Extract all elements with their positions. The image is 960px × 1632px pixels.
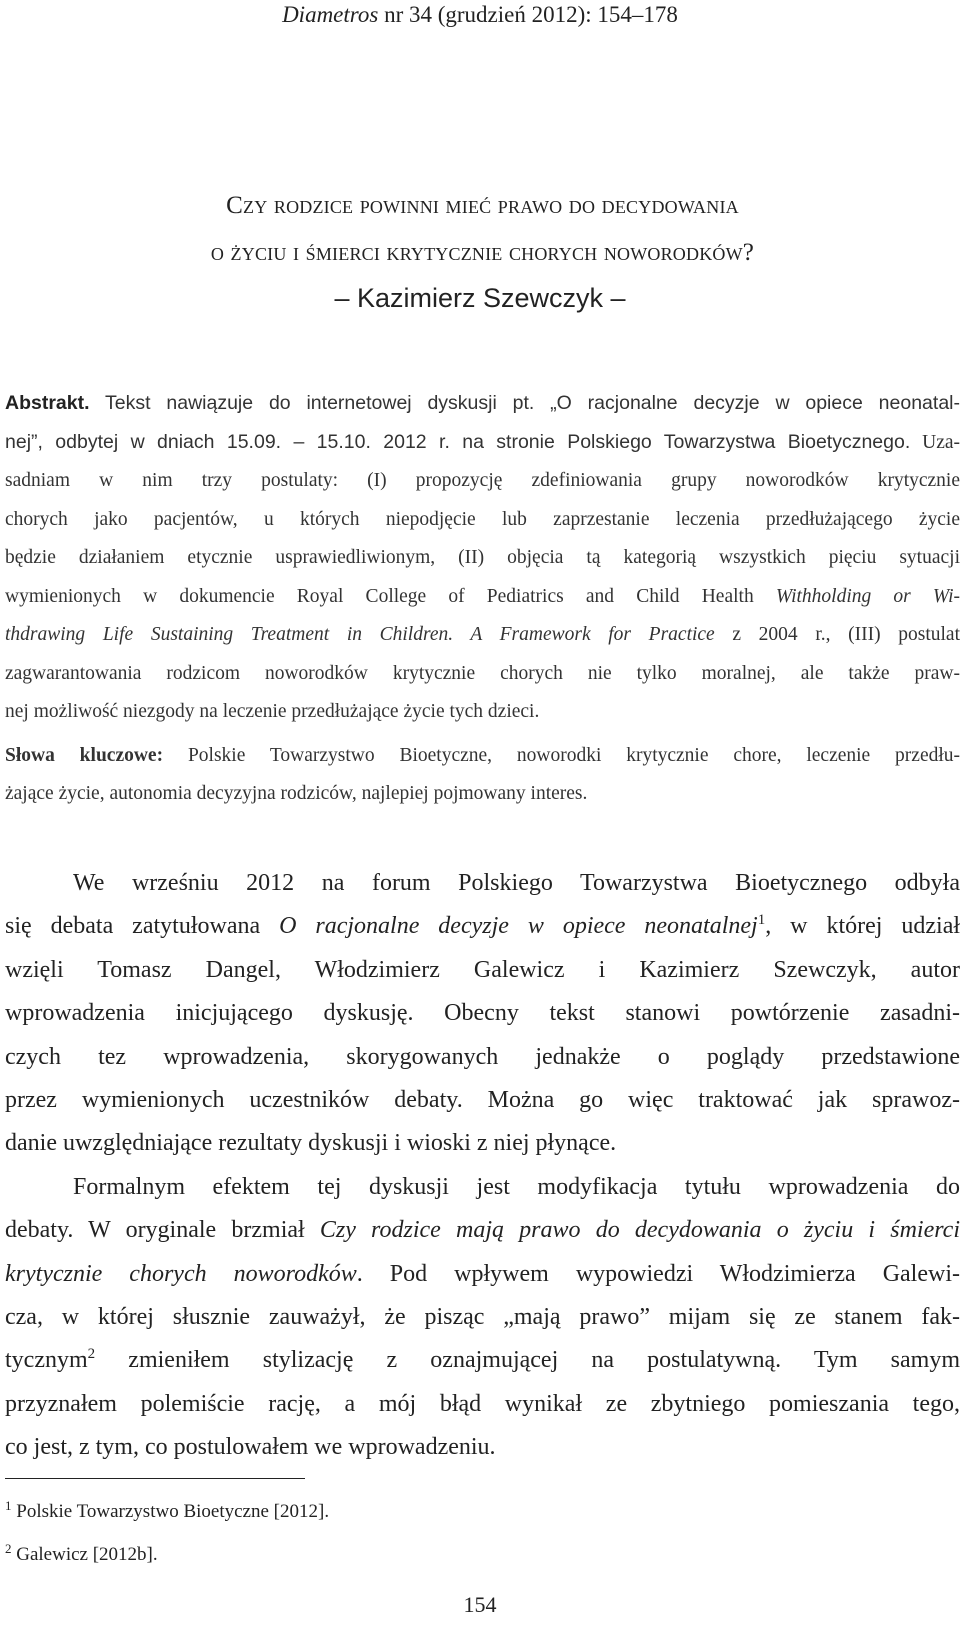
article-title: [30, 182, 935, 276]
footnote-text: Galewicz [2012b].: [16, 1544, 158, 1565]
abstract-line: zagwarantowania rodzicom noworodków krytycznie chorych nie tylko moralnej, ale także praw-: [5, 662, 960, 684]
article-author: – Kazimierz Szewczyk –: [334, 283, 626, 313]
footnote-number: 1: [5, 1498, 12, 1513]
journal-name: Diametros: [282, 2, 379, 27]
keywords-line: Słowa kluczowe: Polskie Towarzystwo Bioetyczne, noworodki krytycznie chore, leczenie przedłu-: [5, 745, 960, 766]
footnote: [5, 1533, 329, 1576]
body-line: debaty. W oryginale brzmiał Czy rodzice mają prawo do decydowania o życiu i śmierci: [5, 1217, 960, 1244]
body-line: krytycznie chorych noworodków. Pod wpływem wypowiedzi Włodzimierza Galewi-: [5, 1260, 960, 1287]
abstract-line: nej”, odbytej w dniach 15.09. – 15.10. 2012 r. na stronie Polskiego Towarzystwa Bioetycznego. Uza-: [5, 430, 960, 453]
abstract-line: sadniam w nim trzy postulaty: (I) propozycję zdefiniowania grupy noworodków krytycznie: [5, 470, 960, 491]
original-title: Czy rodzice mają prawo do decydowania o życiu i śmierci: [319, 1217, 960, 1244]
abstract-line: thdrawing Life Sustaining Treatment in Children. A Framework for Practice z 2004 r., (III) postulat: [5, 624, 960, 645]
footnote-ref[interactable]: 2: [87, 1346, 96, 1363]
body-line: cza, w której słusznie zauważył, że pisząc „mają prawo” mijam się ze stanem fak-: [5, 1304, 960, 1331]
title-line-1: Czy rodzice powinni mieć prawo do decydowania: [226, 192, 739, 219]
body-line: wzięli Tomasz Dangel, Włodzimierz Galewicz i Kazimierz Szewczyk, autor: [5, 956, 960, 983]
abstract-line: nej możliwość niezgody na leczenie przedłużające życie tych dzieci.: [5, 701, 540, 722]
body-line: przyznałem polemiście rację, a mój błąd wynikał ze zbytniego pomieszania tego,: [5, 1390, 960, 1417]
abstract-line: wymienionych w dokumencie Royal College of Pediatrics and Child Health Withholding or Wi-: [5, 585, 960, 607]
body-line: wprowadzenia inicjującego dyskusję. Obecny tekst stanowi powtórzenie zasadni-: [5, 1000, 960, 1027]
abstract-label: Abstrakt.: [5, 392, 90, 414]
body-line: We wrześniu 2012 na forum Polskiego Towarzystwa Bioetycznego odbyła: [73, 870, 960, 896]
title-line-2: o życiu i śmierci krytycznie chorych noworodków?: [210, 239, 755, 266]
footnotes: [5, 1490, 329, 1576]
footnote-number: 2: [5, 1541, 12, 1556]
body-line: czych tez wprowadzenia, skorygowanych jednakże o poglądy przedstawione: [5, 1043, 960, 1070]
issue-info: nr 34 (grudzień 2012): 154–178: [384, 2, 678, 27]
footnote-text: Polskie Towarzystwo Bioetyczne [2012].: [16, 1501, 330, 1522]
keywords-line: żające życie, autonomia decyzyjna rodziców, najlepiej pojmowany interes.: [5, 783, 588, 804]
abstract-line: będzie działaniem etycznie usprawiedliwionym, (II) objęcia tą kategorią wszystkich pięciu sytuacji: [5, 547, 960, 568]
footnote-separator: [5, 1478, 305, 1479]
keywords-label: Słowa kluczowe:: [5, 745, 164, 766]
footnote: [5, 1490, 329, 1533]
body-line: danie uwzględniające rezultaty dyskusji i wioski z niej płynące.: [5, 1130, 617, 1157]
original-title: krytycznie chorych noworodków: [5, 1260, 357, 1287]
page-number: 154: [463, 1592, 497, 1617]
abstract: [5, 384, 960, 732]
abstract-line: Abstrakt. Tekst nawiązuje do internetowej dyskusji pt. „O racjonalne decyzje w opiece neonatal-: [5, 392, 960, 414]
keywords: [5, 737, 960, 813]
cited-document-title: Withholding or Wi-: [775, 585, 960, 607]
body-line: Formalnym efektem tej dyskusji jest modyfikacja tytułu wprowadzenia do: [73, 1173, 960, 1200]
article-body: [5, 862, 960, 1470]
body-line: przez wymienionych uczestników debaty. Można go więc traktować jak sprawoz-: [5, 1087, 960, 1114]
abstract-line: chorych jako pacjentów, u których niepodjęcie lub zaprzestanie leczenia przedłużającego życie: [5, 508, 960, 530]
debate-title: O racjonalne decyzje w opiece neonatalnej: [279, 913, 758, 940]
running-head: [0, 2, 960, 28]
body-line: co jest, z tym, co postulowałem we wprowadzeniu.: [5, 1434, 496, 1461]
footnote-ref[interactable]: 1: [757, 912, 766, 929]
cited-document-title: thdrawing Life Sustaining Treatment in Children. A Framework for Practice: [5, 624, 715, 645]
body-line: się debata zatytułowana O racjonalne decyzje w opiece neonatalnej$^1$, w której udział: [5, 912, 960, 940]
body-line: tycznym$^2$ zmieniłem stylizację z oznajmującej na postulatywną. Tym samym: [5, 1346, 960, 1374]
